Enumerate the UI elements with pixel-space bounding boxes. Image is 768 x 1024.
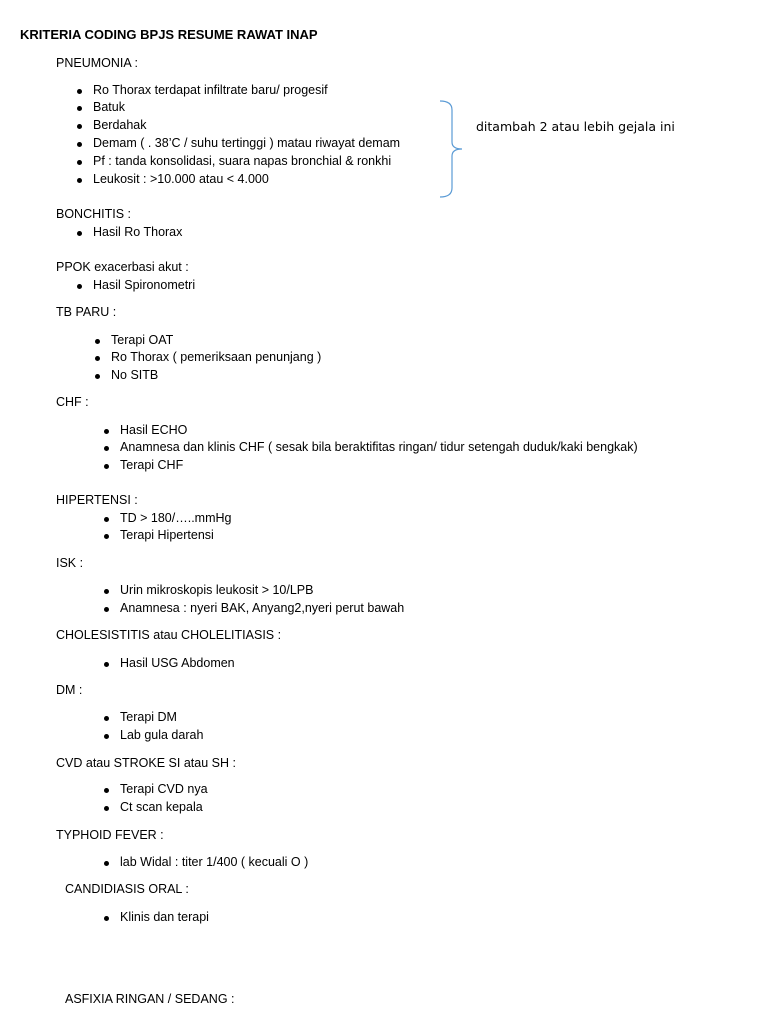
- list-item: Urin mikroskopis leukosit > 10/LPB: [120, 583, 314, 597]
- section-heading-ppok: PPOK exacerbasi akut :: [56, 260, 189, 274]
- section-heading-tb-paru: TB PARU :: [56, 305, 117, 319]
- list-item: TD > 180/…..mmHg: [120, 511, 232, 525]
- list-item: Terapi CHF: [120, 458, 184, 472]
- section-heading-cholesistitis: CHOLESISTITIS atau CHOLELITIASIS :: [56, 628, 282, 642]
- list-item: Berdahak: [93, 118, 147, 132]
- list-item: Ro Thorax terdapat infiltrate baru/ progesif: [93, 83, 328, 97]
- section-heading-candidiasis: CANDIDIASIS ORAL :: [65, 882, 189, 896]
- section-heading-cvd: CVD atau STROKE SI atau SH :: [56, 756, 236, 770]
- right-brace-icon: [438, 100, 468, 200]
- section-heading-isk: ISK :: [56, 556, 84, 570]
- section-heading-pneumonia: PNEUMONIA :: [56, 56, 138, 70]
- page-title: KRITERIA CODING BPJS RESUME RAWAT INAP: [20, 27, 318, 42]
- list-item: Pf : tanda konsolidasi, suara napas bronchial & ronkhi: [93, 154, 392, 168]
- list-item: Terapi Hipertensi: [120, 528, 214, 542]
- section-heading-typhoid: TYPHOID FEVER :: [56, 828, 164, 842]
- section-heading-chf: CHF :: [56, 395, 89, 409]
- list-item: Anamnesa : nyeri BAK, Anyang2,nyeri perut bawah: [120, 601, 405, 615]
- list-item: Hasil ECHO: [120, 423, 188, 437]
- list-item: Ro Thorax ( pemeriksaan penunjang ): [111, 350, 322, 364]
- brace-note: ditambah 2 atau lebih gejala ini: [476, 119, 675, 134]
- list-item: Terapi DM: [120, 710, 177, 724]
- list-item: Hasil Ro Thorax: [93, 225, 183, 239]
- section-heading-hipertensi: HIPERTENSI :: [56, 493, 138, 507]
- list-item: Batuk: [93, 100, 125, 114]
- list-item: Hasil USG Abdomen: [120, 656, 235, 670]
- list-item: Klinis dan terapi: [120, 910, 209, 924]
- list-item: Demam ( . 38’C / suhu tertinggi ) matau riwayat demam: [93, 136, 401, 150]
- section-heading-dm: DM :: [56, 683, 83, 697]
- list-item: lab Widal : titer 1/400 ( kecuali O ): [120, 855, 309, 869]
- section-heading-asfixia: ASFIXIA RINGAN / SEDANG :: [65, 992, 235, 1006]
- section-heading-bonchitis: BONCHITIS :: [56, 207, 132, 221]
- list-item: No SITB: [111, 368, 159, 382]
- list-item: Leukosit : >10.000 atau < 4.000: [93, 172, 269, 186]
- list-item: Anamnesa dan klinis CHF ( sesak bila beraktifitas ringan/ tidur setengah duduk/kaki bengkak): [120, 440, 638, 454]
- list-item: Terapi OAT: [111, 333, 174, 347]
- list-item: Lab gula darah: [120, 728, 204, 742]
- list-item: Hasil Spironometri: [93, 278, 196, 292]
- list-item: Terapi CVD nya: [120, 782, 208, 796]
- list-item: Ct scan kepala: [120, 800, 203, 814]
